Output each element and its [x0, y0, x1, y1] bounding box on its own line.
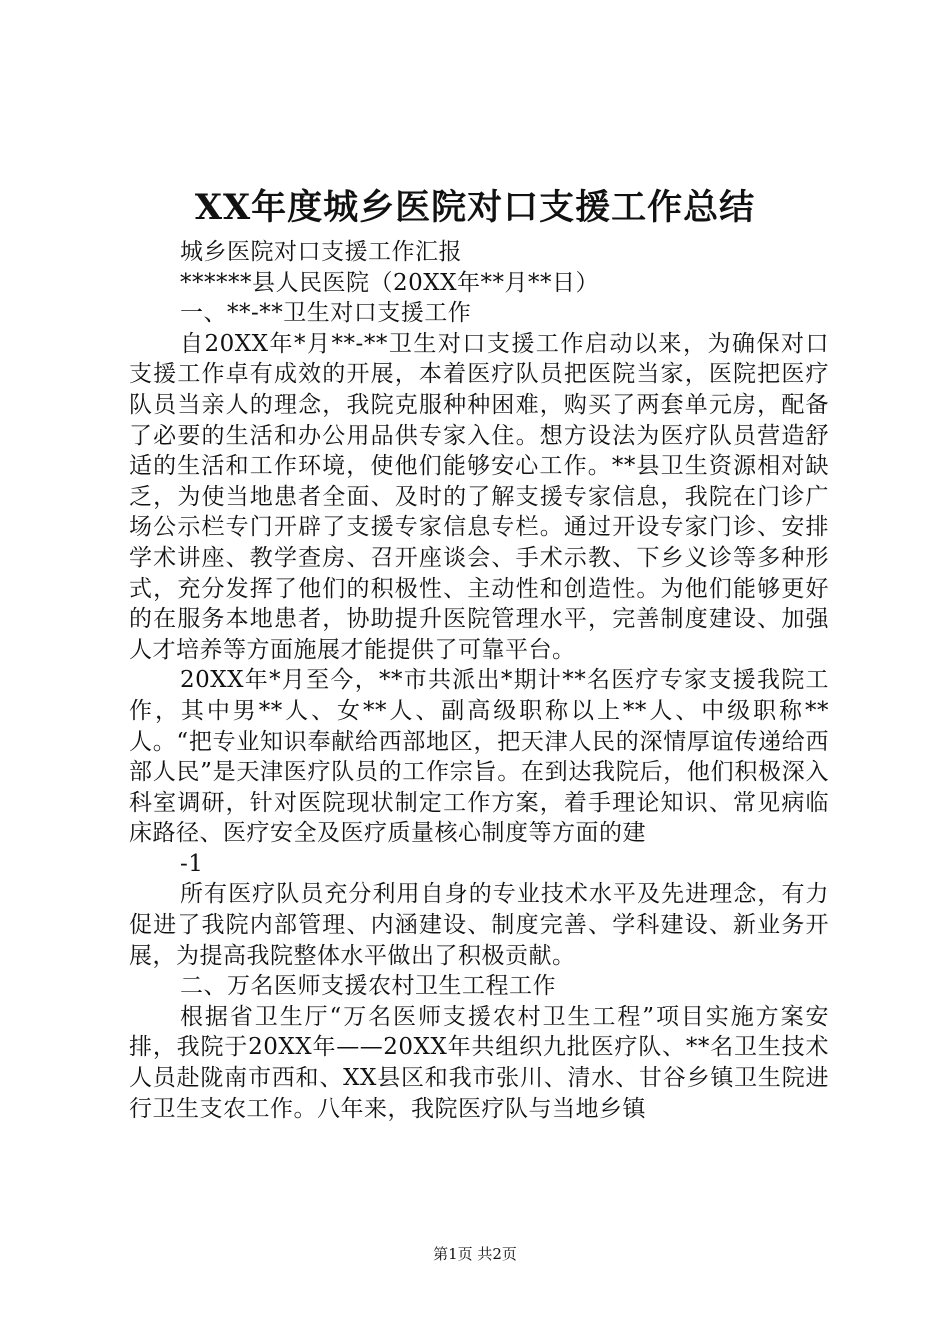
- paragraph-body: 自20XX年*月**-**卫生对口支援工作启动以来，为确保对口支援工作卓有成效的开展，本着医疗队员把医院当家，医院把医疗队员当亲人的理念，我院克服种种困难，购买了两套单元房，配备了必要的生活和办公用品供专家入住。想方设法为医疗队员营造舒适的生活和工作环境，使他们能够安心工作。**县卫生资源相对缺乏，为使当地患者全面、及时的了解支援专家信息，我院在门诊广场公示栏专门开辟了支援专家信息专栏。通过开设专家门诊、安排学术讲座、教学查房、召开座谈会、手术示教、下乡义诊等多种形式，充分发挥了他们的积极性、主动性和创造性。为他们能够更好的在服务本地患者，协助提升医院管理水平，完善制度建设、加强人才培养等方面施展才能提供了可靠平台。: [129, 330, 829, 663]
- section-heading-2: 二、万名医师支援农村卫生工程工作: [180, 973, 556, 1000]
- document-body: [129, 237, 829, 1124]
- section-heading-1: 一、**-**卫生对口支援工作: [180, 300, 472, 327]
- page-footer: 第1页 共2页: [433, 1245, 517, 1263]
- paragraph-issuer-date: ******县人民医院（20XX年**月**日）: [180, 269, 600, 296]
- paragraph-body: 20XX年*月至今，**市共派出*期计**名医疗专家支援我院工作，其中男**人、女**人、副高级职称以上**人、中级职称**人。“把专业知识奉献给西部地区，把天津人民的深情厚谊传递给西部人民”是天津医疗队员的工作宗旨。在到达我院后，他们积极深入科室调研，针对医院现状制定工作方案，着手理论知识、常见病临床路径、医疗安全及医疗质量核心制度等方面的建: [129, 667, 829, 847]
- paragraph-page-marker: -1: [180, 850, 204, 877]
- paragraph-subtitle: 城乡医院对口支援工作汇报: [180, 239, 462, 265]
- paragraph-body: 所有医疗队员充分利用自身的专业技术水平及先进理念，有力促进了我院内部管理、内涵建设、制度完善、学科建设、新业务开展，为提高我院整体水平做出了积极贡献。: [129, 881, 829, 969]
- document-title: XX年度城乡医院对口支援工作总结: [194, 187, 756, 228]
- paragraph-body: 根据省卫生厅“万名医师支援农村卫生工程”项目实施方案安排，我院于20XX年——20XX年共组织九批医疗队、**名卫生技术人员赴陇南市西和、XX县区和我市张川、清水、甘谷乡镇卫生院进行卫生支农工作。八年来，我院医疗队与当地乡镇: [129, 1003, 829, 1122]
